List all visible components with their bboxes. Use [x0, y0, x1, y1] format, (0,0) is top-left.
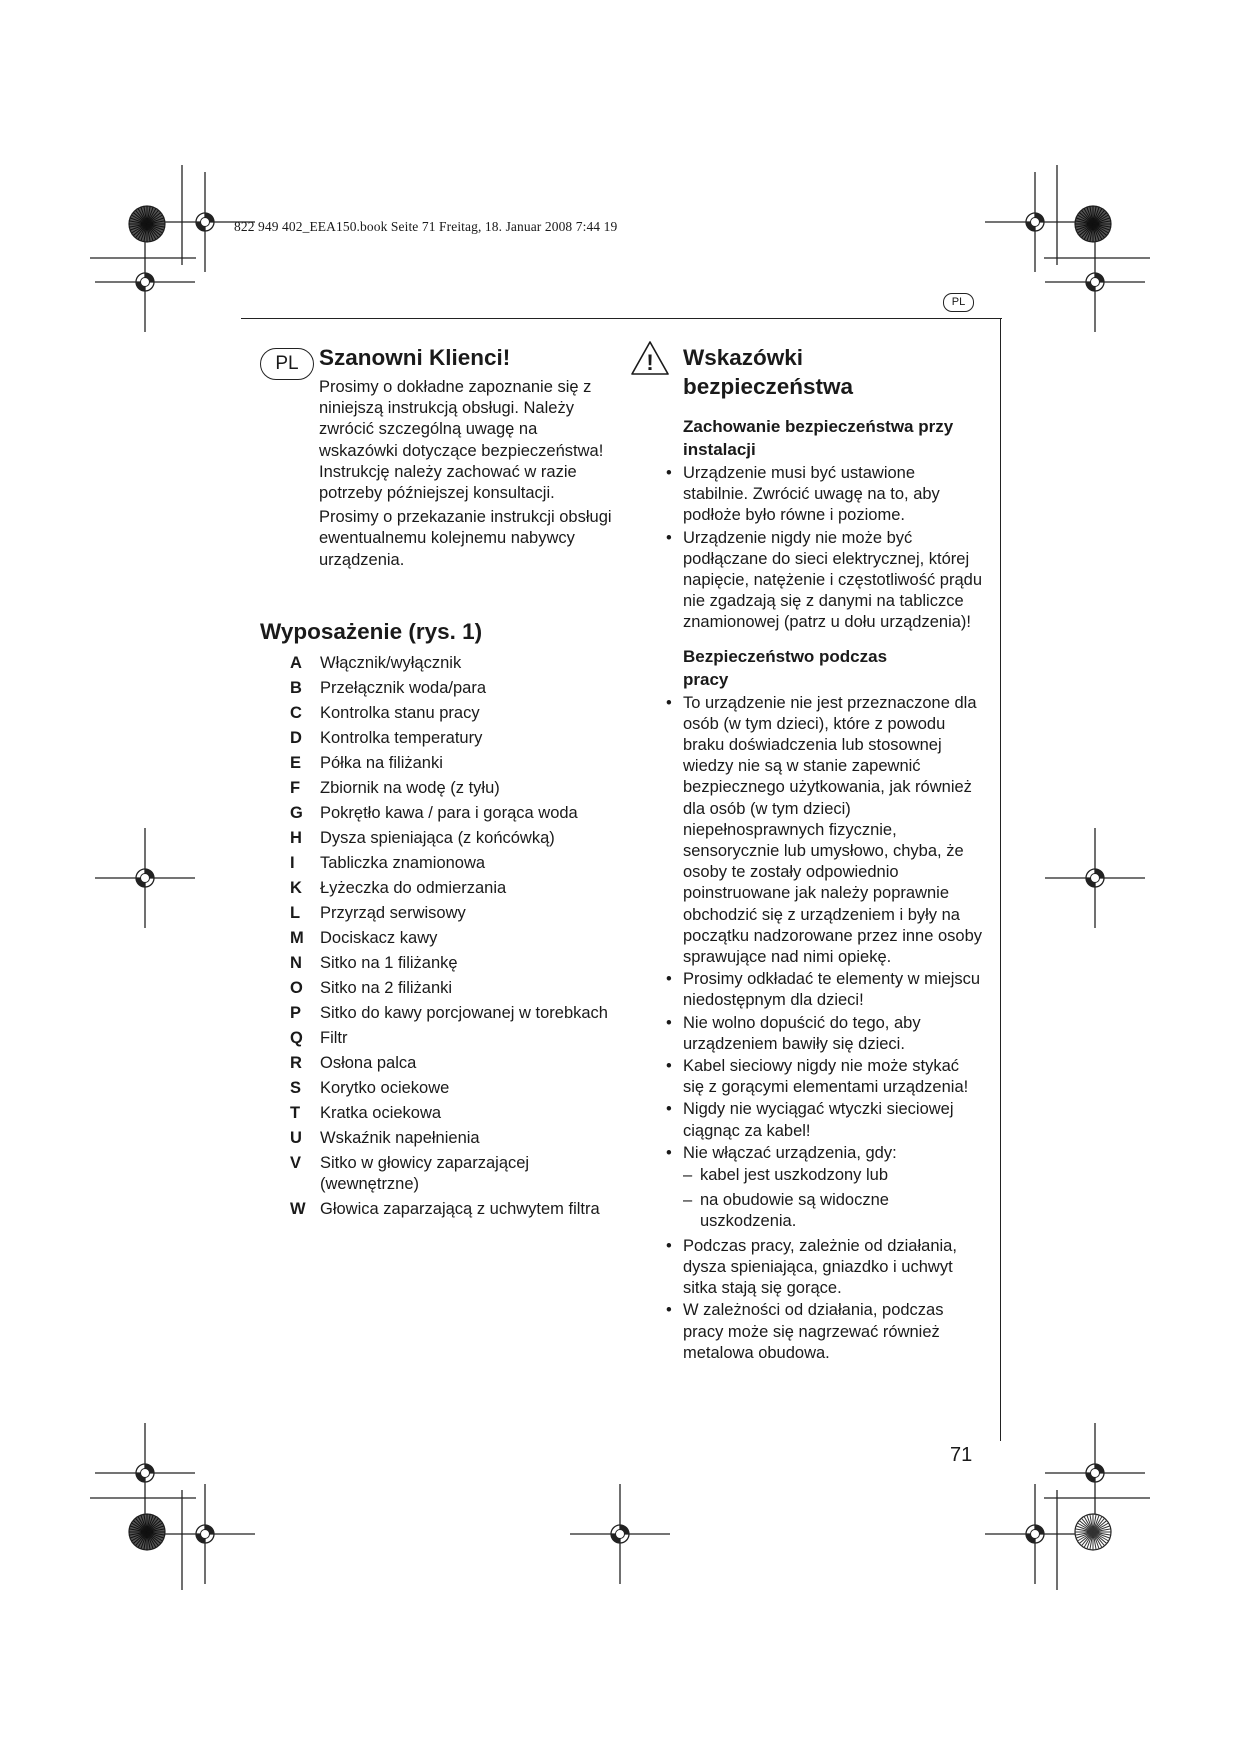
- warning-symbol: !: [646, 350, 654, 375]
- equipment-item-key: K: [290, 879, 302, 897]
- equipment-item-text: Sitko do kawy porcjowanej w torebkach: [320, 1004, 608, 1022]
- equipment-item-text: Głowica zaparzającą z uchwytem filtra: [320, 1200, 600, 1219]
- bullet-text: Nigdy nie wyciągać wtyczki sieciowej ciągnąc za kabel!: [683, 1100, 954, 1140]
- registration-target-center: [1091, 278, 1100, 287]
- bullet-item: [666, 1143, 983, 1164]
- equipment-item: [290, 903, 620, 924]
- bullet-item: [666, 1056, 983, 1098]
- dash-item: [683, 1165, 983, 1186]
- bullet-dot: •: [666, 1100, 672, 1119]
- equipment-item-key: B: [290, 679, 302, 697]
- equipment-item-key: P: [290, 1004, 302, 1022]
- install-heading: Zachowanie bezpieczeństwa przy instalacji: [683, 417, 954, 459]
- equipment-item-text: Pokrętło kawa / para i gorąca woda: [320, 804, 578, 822]
- bullet-text: Nie włączać urządzenia, gdy:: [683, 1143, 897, 1162]
- bullet-text: Kabel sieciowy nigdy nie może stykać się z gorącymi elementami urządzenia!: [683, 1057, 969, 1097]
- equipment-item-text: Dysza spieniająca (z końcówką): [320, 829, 555, 847]
- bullet-item: [666, 1013, 983, 1055]
- equipment-item-key: V: [290, 1154, 302, 1172]
- registration-target-center: [201, 218, 210, 227]
- equipment-item: [290, 678, 620, 699]
- equipment-item-text: Kontrolka temperatury: [320, 729, 483, 747]
- bullet-text: To urządzenie nie jest przeznaczone dla osób (w tym dzieci), które z powodu braku doświadczenia lub stosownej wiedzy nie są w stanie zapewnić bezpiecznego użytkowania, jak również dla osób (w tym dzieci) niepełnosprawnych fizycznie, sensorycznie lub umysłowo, chyba, że osoby te zostały odpowiednio poinstruowane jak należy poprawnie obchodzić się z urządzeniem i były na początku nadzorowane przez inne osoby sprawujące nad nimi opiekę.: [683, 693, 983, 967]
- equipment-item-key: W: [290, 1200, 306, 1219]
- bullet-dot: •: [666, 1236, 672, 1255]
- equipment-item: [290, 853, 620, 874]
- bullet-text: W zależności od działania, podczas pracy może się nagrzewać również metalowa obudowa.: [683, 1301, 944, 1362]
- registration-target-center: [1091, 874, 1100, 883]
- equipment-item-key: F: [290, 779, 301, 797]
- registration-target-center: [141, 1469, 150, 1478]
- equipment-item-key: C: [290, 704, 302, 722]
- equipment-item-text: Dociskacz kawy: [320, 929, 438, 947]
- equipment-item-text: Zbiornik na wodę (z tyłu): [320, 779, 500, 797]
- intro-section: [319, 343, 619, 571]
- operation-heading: Bezpieczeństwo podczas pracy: [683, 646, 888, 689]
- equipment-item-key: M: [290, 929, 304, 947]
- equipment-item: [290, 1028, 620, 1049]
- intro-title: Szanowni Klienci!: [319, 345, 511, 370]
- equipment-item-text: Łyżeczka do odmierzania: [320, 879, 507, 897]
- equipment-item-text: Filtr: [320, 1029, 348, 1047]
- equipment-item-text: Półka na filiżanki: [320, 754, 443, 772]
- dash-item: [683, 1190, 983, 1232]
- language-badge: PL: [260, 348, 314, 380]
- language-tag: PL: [943, 293, 974, 312]
- equipment-item: [290, 1153, 620, 1195]
- equipment-item-text: Osłona palca: [320, 1054, 417, 1072]
- operation-bullet-list-2: [666, 1236, 983, 1364]
- equipment-item: [290, 1128, 620, 1149]
- equipment-item-key: G: [290, 804, 303, 822]
- dash-text: na obudowie są widoczne uszkodzenia.: [700, 1190, 889, 1230]
- safety-section: [666, 343, 983, 1365]
- registration-target-center: [1091, 1469, 1100, 1478]
- bullet-dot: •: [666, 1013, 672, 1032]
- equipment-item: [290, 1103, 620, 1124]
- bullet-dot: •: [666, 693, 672, 712]
- operation-dash-list: [666, 1165, 983, 1232]
- equipment-title: Wyposażenie (rys. 1): [260, 619, 483, 644]
- safety-title: Wskazówki bezpieczeństwa: [683, 345, 854, 399]
- equipment-item: [290, 1003, 620, 1024]
- right-rule: [1000, 318, 1001, 1441]
- equipment-item: [290, 728, 620, 749]
- equipment-item-text: Tabliczka znamionowa: [320, 854, 486, 872]
- dash-text: kabel jest uszkodzony lub: [700, 1166, 889, 1185]
- bullet-item: [666, 528, 983, 634]
- registration-target-center: [1031, 1530, 1040, 1539]
- equipment-item-text: Wskaźnik napełnienia: [320, 1129, 480, 1147]
- equipment-item-text: Korytko ociekowe: [320, 1079, 450, 1097]
- registration-target-center: [1031, 218, 1040, 227]
- equipment-item: [290, 753, 620, 774]
- equipment-item-key: E: [290, 754, 302, 772]
- equipment-item: [290, 978, 620, 999]
- equipment-item: [290, 828, 620, 849]
- registration-target-center: [141, 874, 150, 883]
- equipment-item-key: Q: [290, 1029, 303, 1047]
- equipment-item: [290, 878, 620, 899]
- equipment-item-key: T: [290, 1104, 301, 1122]
- equipment-item: [290, 703, 620, 724]
- bullet-dot: •: [666, 970, 672, 989]
- equipment-item: [290, 953, 620, 974]
- intro-paragraph: Prosimy o przekazanie instrukcji obsługi ewentualnemu kolejnemu nabywcy urządzenia.: [319, 508, 612, 569]
- bullet-dot: •: [666, 464, 672, 482]
- equipment-item-key: U: [290, 1129, 302, 1147]
- bullet-text: Urządzenie musi być ustawione stabilnie. Zwrócić uwagę na to, aby podłoże było równe i poziome.: [683, 464, 940, 525]
- bullet-text: Podczas pracy, zależnie od działania, dysza spieniająca, gniazdko i uchwyt sitka stają się gorące.: [683, 1236, 957, 1298]
- dash-mark: –: [683, 1190, 693, 1209]
- bullet-text: Urządzenie nigdy nie może być podłączane do sieci elektrycznej, której napięcie, natężenie i częstotliwość prądu nie zgadzają się z danymi na tabliczce znamionowej (patrz u dołu urządzenia)!: [683, 528, 983, 632]
- equipment-item: [290, 803, 620, 824]
- bullet-text: Prosimy odkładać te elementy w miejscu niedostępnym dla dzieci!: [683, 970, 981, 1010]
- equipment-item: [290, 1053, 620, 1074]
- equipment-item-text: Przyrząd serwisowy: [320, 904, 466, 922]
- equipment-item: [290, 1078, 620, 1099]
- bullet-dot: •: [666, 1143, 672, 1162]
- install-bullet-list: [666, 463, 983, 634]
- equipment-item-key: O: [290, 979, 303, 997]
- equipment-item: [290, 1199, 620, 1220]
- equipment-item-key: S: [290, 1079, 302, 1097]
- operation-bullet-list: [666, 693, 983, 1164]
- equipment-item-key: L: [290, 904, 301, 922]
- bullet-item: [666, 1300, 983, 1364]
- equipment-item-text: Włącznik/wyłącznik: [320, 654, 462, 672]
- top-rule: [241, 318, 1002, 319]
- registration-target-center: [141, 278, 150, 287]
- bullet-item: [666, 1099, 983, 1141]
- registration-target-center: [201, 1530, 210, 1539]
- equipment-item-text: Sitko w głowicy zaparzającej (wewnętrzne): [320, 1154, 530, 1194]
- warning-triangle-icon: [630, 340, 670, 376]
- dash-mark: –: [683, 1166, 693, 1185]
- equipment-item-key: D: [290, 729, 302, 747]
- intro-paragraph: Prosimy o dokładne zapoznanie się z niniejszą instrukcją obsługi. Należy zwrócić szczególną uwagę na wskazówki dotyczące bezpieczeństwa! Instrukcję należy zachować w razie potrzeby późniejszej konsultacji.: [319, 378, 604, 503]
- equipment-item-key: N: [290, 954, 302, 972]
- equipment-item-key: R: [290, 1054, 302, 1072]
- equipment-item-text: Przełącznik woda/para: [320, 679, 486, 697]
- bullet-dot: •: [666, 1301, 672, 1320]
- equipment-item: [290, 928, 620, 949]
- equipment-item: [290, 778, 620, 799]
- equipment-item-text: Kratka ociekowa: [320, 1104, 442, 1122]
- bullet-item: [666, 463, 983, 527]
- equipment-item-key: H: [290, 829, 302, 847]
- bullet-dot: •: [666, 528, 672, 547]
- page-number: 71: [950, 1444, 973, 1466]
- registration-target-center: [616, 1530, 625, 1539]
- bullet-text: Nie wolno dopuścić do tego, aby urządzeniem bawiły się dzieci.: [683, 1013, 921, 1053]
- equipment-item-text: Sitko na 2 filiżanki: [320, 979, 453, 997]
- equipment-item-key: A: [290, 654, 302, 672]
- equipment-item-text: Sitko na 1 filiżankę: [320, 954, 458, 972]
- bullet-item: [666, 1236, 983, 1300]
- print-file-header: 822 949 402_EEA150.book Seite 71 Freitag, 18. Januar 2008 7:44 19: [234, 219, 618, 234]
- equipment-item-text: Kontrolka stanu pracy: [320, 704, 480, 722]
- equipment-item: [290, 653, 620, 674]
- bullet-item: [666, 693, 983, 969]
- equipment-item-key: I: [290, 854, 295, 872]
- bullet-item: [666, 969, 983, 1011]
- equipment-list: [290, 653, 620, 1224]
- bullet-dot: •: [666, 1057, 672, 1076]
